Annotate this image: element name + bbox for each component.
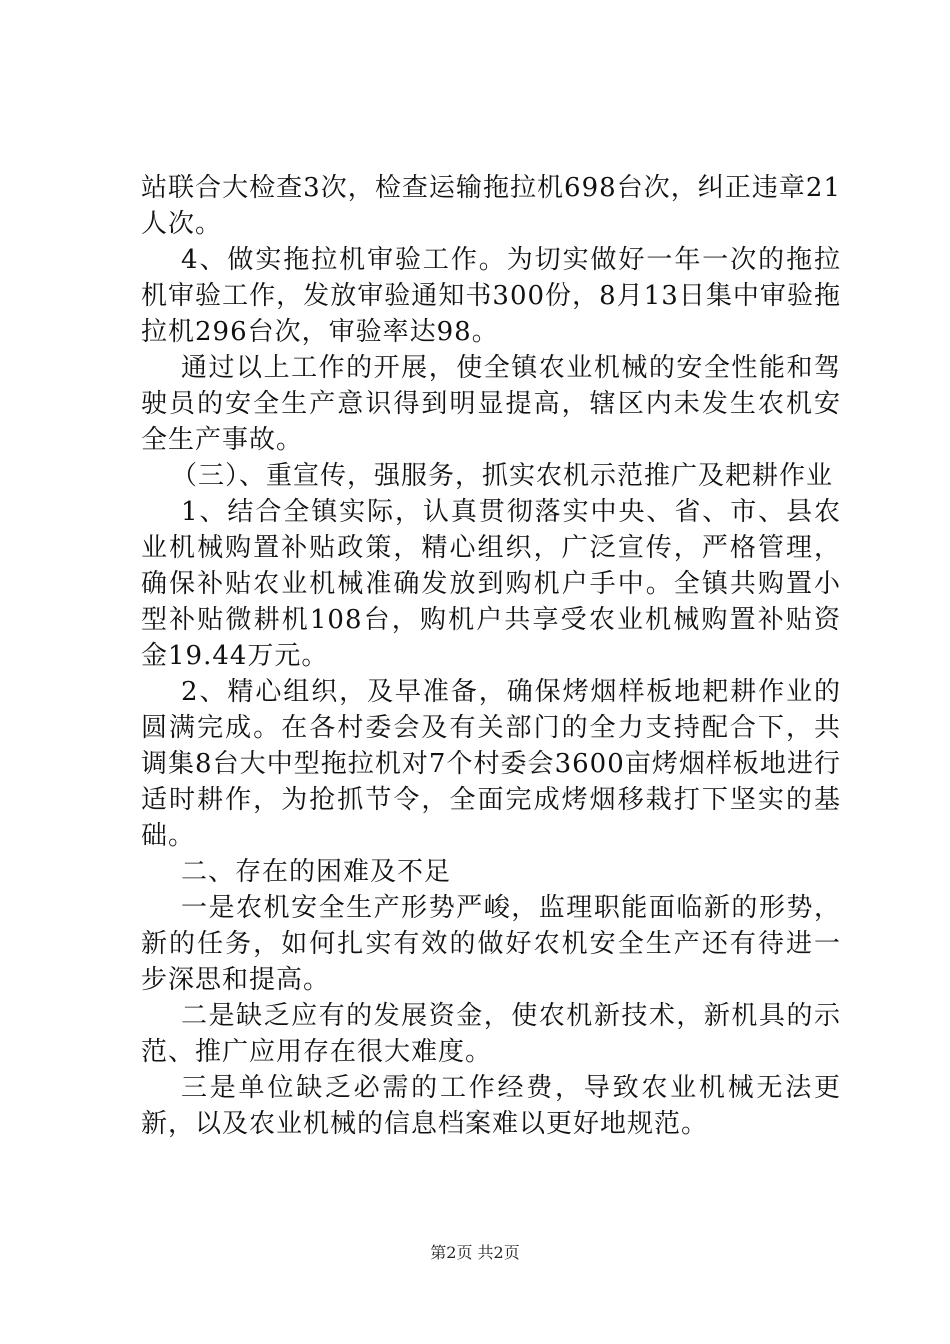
section-heading-difficulties: 二、存在的困难及不足 (181, 857, 452, 887)
paragraph-summary: 通过以上工作的开展，使全镇农业机械的安全性能和驾驶员的安全生产意识得到明显提高，辖区内未发生农机安全生产事故。 (141, 353, 841, 455)
document-body (141, 170, 841, 1142)
page-footer (0, 1243, 950, 1263)
section-heading-three: （三）、重宣传，强服务，抓实农机示范推广及耙耕作业 (171, 461, 834, 491)
paragraph-continuation: 站联合大检查3次，检查运输拖拉机698台次，纠正违章21人次。 (141, 173, 841, 239)
page-number: 第2页 共2页 (430, 1243, 520, 1262)
paragraph-subsidy: 1、结合全镇实际，认真贯彻落实中央、省、市、县农业机械购置补贴政策，精心组织，广泛宣传，严格管理，确保补贴农业机械准确发放到购机户手中。全镇共购置小型补贴微耕机108台，购机户共享受农业机械购置补贴资金19.44万元。 (141, 497, 841, 671)
paragraph-difficulty-three: 三是单位缺乏必需的工作经费，导致农业机械无法更新，以及农业机械的信息档案难以更好地规范。 (141, 1073, 841, 1139)
paragraph-difficulty-one: 一是农机安全生产形势严峻，监理职能面临新的形势，新的任务，如何扎实有效的做好农机安全生产还有待进一步深思和提高。 (141, 893, 841, 995)
paragraph-tractor-inspection: 4、做实拖拉机审验工作。为切实做好一年一次的拖拉机审验工作，发放审验通知书300份，8月13日集中审验拖拉机296台次，审验率达98。 (141, 245, 841, 347)
paragraph-difficulty-two: 二是缺乏应有的发展资金，使农机新技术，新机具的示范、推广应用存在很大难度。 (141, 1001, 841, 1067)
paragraph-plowing: 2、精心组织，及早准备，确保烤烟样板地耙耕作业的圆满完成。在各村委会及有关部门的全力支持配合下，共调集8台大中型拖拉机对7个村委会3600亩烤烟样板地进行适时耕作，为抢抓节令，全面完成烤烟移栽打下坚实的基础。 (141, 677, 841, 851)
